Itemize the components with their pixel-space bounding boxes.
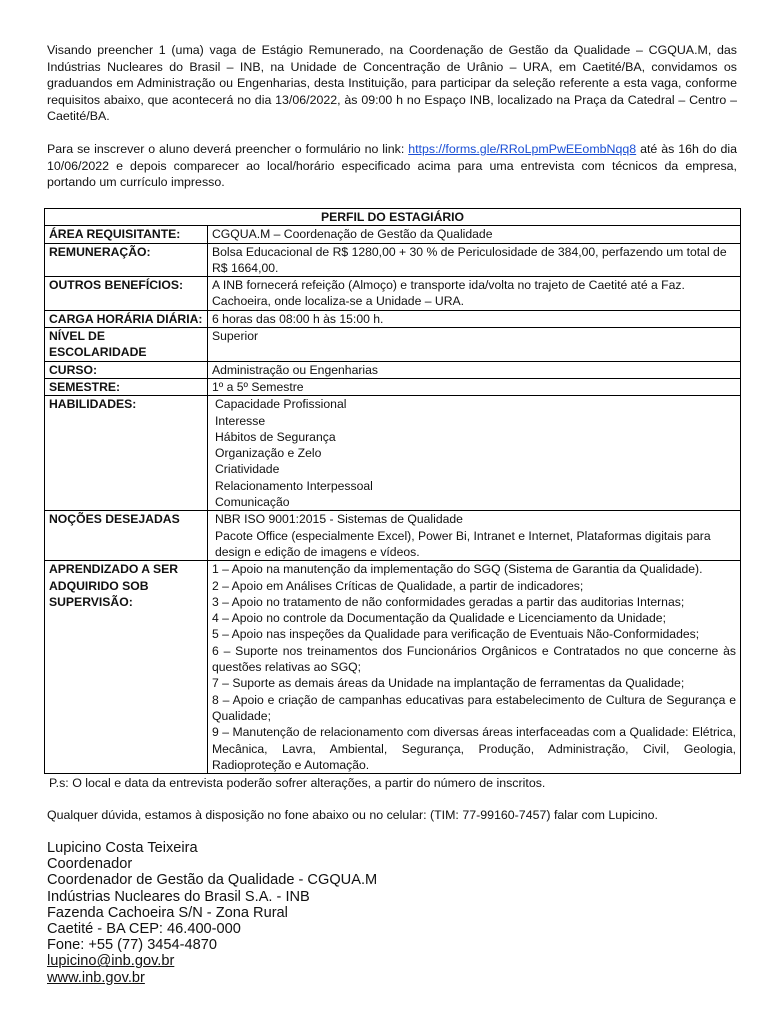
row-value: 1º a 5º Semestre	[208, 378, 741, 395]
row-label: NOÇÕES DESEJADAS	[45, 511, 208, 561]
row-value: Bolsa Educacional de R$ 1280,00 + 30 % de Periculosidade de 384,00, perfazendo um total de R$ 1664,00.	[208, 243, 741, 277]
intern-profile-table	[44, 208, 741, 774]
notion-item: Pacote Office (especialmente Excel), Power Bi, Intranet e Internet, Plataformas digitais para design e edição de imagens e vídeos.	[215, 528, 711, 559]
signature-address: Fazenda Cachoeira S/N - Zona Rural	[47, 904, 288, 921]
skills-list	[208, 396, 741, 511]
signature-phone: Fone: +55 (77) 3454-4870	[47, 937, 217, 954]
table-row	[45, 378, 741, 395]
row-value: CGQUA.M – Coordenação de Gestão da Qualidade	[208, 226, 741, 243]
table-row	[45, 277, 741, 311]
signature-role: Coordenador	[47, 856, 133, 873]
skill-item: Interesse	[215, 413, 266, 428]
learning-item: 4 – Apoio no controle da Documentação da Qualidade e Licenciamento da Unidade;	[212, 611, 666, 626]
row-value: A INB fornecerá refeição (Almoço) e transporte ida/volta no trajeto de Caetité até a Faz. Cachoeira, onde localiza-se a Unidade – URA.	[208, 277, 741, 311]
row-value: Superior	[208, 328, 741, 362]
learning-item: 3 – Apoio no tratamento de não conformidades geradas a partir das auditorias Internas;	[212, 594, 685, 609]
table-row	[45, 243, 741, 277]
form-link[interactable]: https://forms.gle/RRoLpmPwEEombNqq8	[408, 142, 637, 156]
table-row	[45, 361, 741, 378]
row-label: HABILIDADES:	[45, 396, 208, 511]
table-row	[45, 328, 741, 362]
table-row	[45, 226, 741, 243]
notions-list	[208, 511, 741, 561]
learning-item: 2 – Apoio em Análises Críticas de Qualidade, a partir de indicadores;	[212, 578, 584, 593]
signature-website-link[interactable]: www.inb.gov.br	[47, 969, 145, 986]
instructions-paragraph	[47, 141, 737, 191]
row-label: ÁREA REQUISITANTE:	[45, 226, 208, 243]
row-label: CURSO:	[45, 361, 208, 378]
signature-email-link[interactable]: lupicino@inb.gov.br	[47, 953, 175, 970]
learning-item: 1 – Apoio na manutenção da implementação do SGQ (Sistema de Garantia da Qualidade).	[212, 562, 703, 577]
signature-company: Indústrias Nucleares do Brasil S.A. - INB	[47, 888, 310, 905]
signature-name: Lupicino Costa Teixeira	[47, 840, 198, 856]
instructions-text-after: até às 16h do dia 10/06/2022 e depois comparecer ao local/horário especificado acima para uma entrevista com técnicos da empresa, portando um currículo impresso.	[47, 142, 737, 190]
row-value: Administração ou Engenharias	[208, 361, 741, 378]
signature-department: Coordenador de Gestão da Qualidade - CGQUA.M	[47, 872, 378, 889]
table-header: PERFIL DO ESTAGIÁRIO	[45, 209, 741, 226]
signature-city: Caetité - BA CEP: 46.400-000	[47, 921, 241, 938]
table-header-row	[45, 209, 741, 226]
row-label: APRENDIZADO A SER ADQUIRIDO SOB SUPERVISÃO:	[45, 561, 208, 774]
table-row	[45, 511, 741, 561]
learning-item: 6 – Suporte nos treinamentos dos Funcionários Orgânicos e Contratados no que concerne às questões relativas ao SGQ;	[212, 643, 736, 675]
learning-item: 5 – Apoio nas inspeções da Qualidade para verificação de Eventuais Não-Conformidades;	[212, 627, 700, 642]
row-label: SEMESTRE:	[45, 378, 208, 395]
intro-paragraph: Visando preencher 1 (uma) vaga de Estágio Remunerado, na Coordenação de Gestão da Qualidade – CGQUA.M, das Indústrias Nucleares do Brasil – INB, na Unidade de Concentração de Urânio – URA, em Caetité/BA, convidamos os graduandos em Administração ou Engenharias, desta Instituição, para participar da seleção referente a esta vaga, conforme requisitos abaixo, que acontecerá no dia 13/06/2022, às 09:00 h no Espaço INB, localizado na Praça da Catedral – Centro – Caetité/BA.	[47, 43, 737, 124]
learning-item: 7 – Suporte as demais áreas da Unidade na implantação de ferramentas da Qualidade;	[212, 676, 685, 691]
contact-note: Qualquer dúvida, estamos à disposição no fone abaixo ou no celular: (TIM: 77-99160-7457) falar com Lupicino.	[47, 808, 658, 822]
table-row	[45, 561, 741, 774]
skill-item: Hábitos de Segurança	[215, 429, 336, 444]
row-label: NÍVEL DE ESCOLARIDADE	[45, 328, 208, 362]
row-label: OUTROS BENEFÍCIOS:	[45, 277, 208, 311]
learning-item: 9 – Manutenção de relacionamento com diversas áreas interfaceadas com a Qualidade: Elétrica, Mecânica, Lavra, Ambiental, Segurança, Produção, Administração, Civil, Geologia, Radioproteção e Automação.	[212, 725, 736, 772]
notion-item: NBR ISO 9001:2015 - Sistemas de Qualidade	[215, 512, 463, 527]
skill-item: Organização e Zelo	[215, 446, 322, 461]
row-value: 6 horas das 08:00 h às 15:00 h.	[208, 310, 741, 327]
skill-item: Comunicação	[215, 495, 290, 510]
row-label: CARGA HORÁRIA DIÁRIA:	[45, 310, 208, 327]
skill-item: Criatividade	[215, 462, 280, 477]
row-label: REMUNERAÇÃO:	[45, 243, 208, 277]
ps-note: P.s: O local e data da entrevista poderão sofrer alterações, a partir do número de inscritos.	[49, 776, 546, 790]
skill-item: Relacionamento Interpessoal	[215, 478, 373, 493]
table-row	[45, 396, 741, 511]
learning-item: 8 – Apoio e criação de campanhas educativas para estabelecimento de Cultura de Segurança e Qualidade;	[212, 692, 736, 723]
signature-block	[47, 840, 737, 986]
table-row	[45, 310, 741, 327]
learning-list	[208, 561, 741, 774]
skill-item: Capacidade Profissional	[215, 397, 347, 412]
instructions-text-before: Para se inscrever o aluno deverá preencher o formulário no link:	[47, 142, 409, 156]
